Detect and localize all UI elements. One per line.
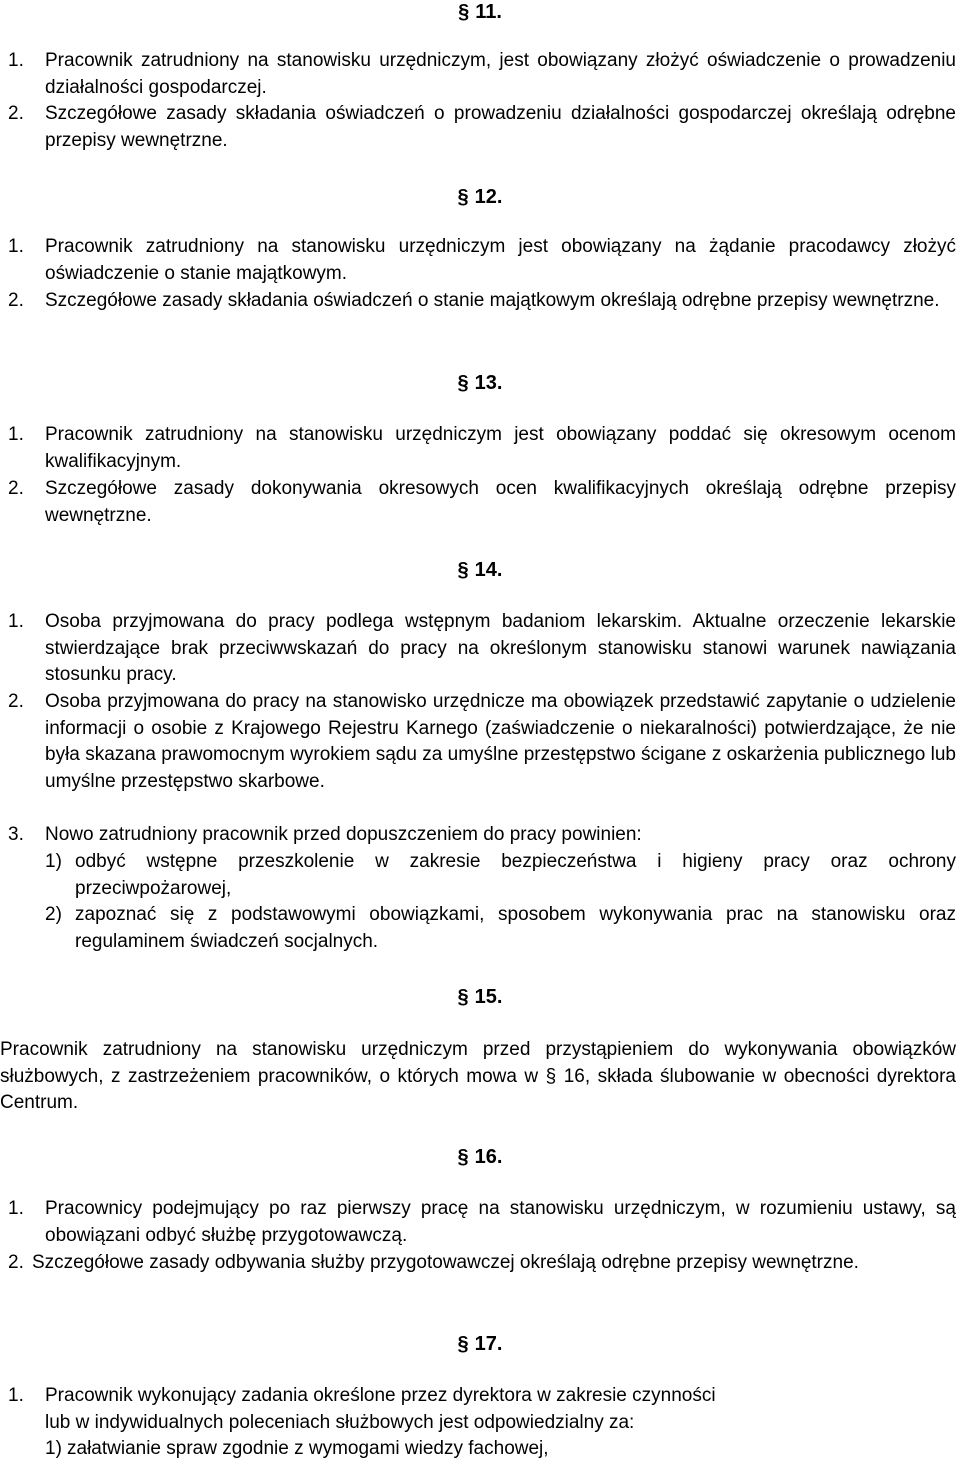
section-15-heading xyxy=(0,984,960,1010)
item-number: 1. xyxy=(8,236,24,257)
section-11-heading xyxy=(0,0,960,25)
section-symbol: § xyxy=(457,559,469,581)
section-symbol: § xyxy=(545,1065,557,1087)
item-number: 1. xyxy=(8,1198,24,1219)
item-number: 2. xyxy=(8,478,24,499)
section-11-item-2 xyxy=(8,101,956,154)
item-number: 1. xyxy=(8,50,24,71)
item-number: 2. xyxy=(8,290,24,311)
item-text: Pracownik zatrudniony na stanowisku urzędniczym, jest obowiązany złożyć oświadczenie o prowadzeniu działalności gospodarczej. xyxy=(45,50,956,98)
section-12-item-2 xyxy=(8,288,956,315)
section-14-item-2 xyxy=(8,689,956,795)
section-17-heading xyxy=(0,1331,960,1357)
section-14-item-3 xyxy=(8,822,956,849)
item-text: Pracownik zatrudniony na stanowisku urzędniczym jest obowiązany poddać się okresowym ocenom kwalifikacyjnym. xyxy=(45,424,956,472)
item-text xyxy=(45,1383,956,1436)
section-number: 14. xyxy=(474,559,503,581)
subitem-number: 2) xyxy=(45,904,62,925)
section-13-item-2 xyxy=(8,476,956,529)
subitem-number: 1) xyxy=(45,851,62,872)
section-symbol: § xyxy=(458,1,470,23)
item-number: 1. xyxy=(8,424,24,445)
section-14-item-1 xyxy=(8,609,956,689)
section-symbol: § xyxy=(457,372,469,394)
section-number: 15. xyxy=(474,986,503,1008)
item-text: Pracownik zatrudniony na stanowisku urzędniczym jest obowiązany na żądanie pracodawcy złożyć oświadczenie o stanie majątkowym. xyxy=(45,236,956,284)
section-13-heading xyxy=(0,370,960,396)
section-17-item-1 xyxy=(8,1383,956,1436)
item-text: Szczegółowe zasady dokonywania okresowych ocen kwalifikacyjnych określają odrębne przepisy wewnętrzne. xyxy=(45,478,956,526)
item-number: 3. xyxy=(8,824,24,845)
section-16-item-2 xyxy=(8,1250,956,1277)
section-12-item-1 xyxy=(8,234,956,287)
subitem-text: zapoznać się z podstawowymi obowiązkami, sposobem wykonywania prac na stanowisku oraz regulaminem świadczeń socjalnych. xyxy=(75,904,956,952)
section-15-paragraph xyxy=(0,1037,956,1117)
section-16-item-1 xyxy=(8,1196,956,1249)
section-symbol: § xyxy=(457,1146,469,1168)
item-text: Szczegółowe zasady składania oświadczeń o prowadzeniu działalności gospodarczej określają odrębne przepisy wewnętrzne. xyxy=(45,103,956,151)
section-13-item-1 xyxy=(8,422,956,475)
item-text-line: Pracownik wykonujący zadania określone przez dyrektora w zakresie czynności xyxy=(45,1385,716,1406)
subitem-text: odbyć wstępne przeszkolenie w zakresie bezpieczeństwa i higieny pracy oraz ochrony przeciwpożarowej, xyxy=(75,851,956,899)
item-text: Pracownicy podejmujący po raz pierwszy pracę na stanowisku urzędniczym, w rozumieniu ustawy, są obowiązani odbyć służbę przygotowawczą. xyxy=(45,1198,956,1246)
item-number: 2. xyxy=(8,103,24,124)
item-text-line: lub w indywidualnych poleceniach służbowych jest odpowiedzialny za: xyxy=(45,1411,635,1433)
item-text: Nowo zatrudniony pracownik przed dopuszczeniem do pracy powinien: xyxy=(45,824,642,845)
paragraph-text-start: Pracownik zatrudniony na stanowisku urzędniczym przed przystąpieniem do wykonywania obowiązków służbowych, z zastrzeżeniem pracowników, o których mowa w xyxy=(0,1039,956,1087)
section-11-item-1 xyxy=(8,48,956,101)
section-12-heading xyxy=(0,184,960,210)
section-14-subitem-2 xyxy=(45,902,956,955)
item-text: Szczegółowe zasady odbywania służby przygotowawczej określają odrębne przepisy wewnętrzne. xyxy=(32,1252,859,1273)
item-text: Osoba przyjmowana do pracy na stanowisko urzędnicze ma obowiązek przedstawić zapytanie o udzielenie informacji o osobie z Krajowego Rejestru Karnego (zaświadczenie o niekaralności) potwierdzające, że nie była skazana prawomocnym wyrokiem sądu za umyślne przestępstwo ścigane z oskarżenia publicznego lub umyślne przestępstwo skarbowe. xyxy=(45,691,956,792)
section-number: 13. xyxy=(474,372,503,394)
item-number: 1. xyxy=(8,611,24,632)
section-symbol: § xyxy=(457,1333,469,1355)
item-text: Szczegółowe zasady składania oświadczeń o stanie majątkowym określają odrębne przepisy wewnętrzne. xyxy=(45,290,940,311)
section-number: 11. xyxy=(475,1,502,23)
paragraph-text-end: 16, składa ślubowanie w obecności dyrektora Centrum. xyxy=(0,1065,956,1113)
section-16-heading xyxy=(0,1144,960,1170)
item-number: 2. xyxy=(8,691,24,712)
subitem-text: załatwianie spraw zgodnie z wymogami wiedzy fachowej, xyxy=(67,1438,549,1459)
section-symbol: § xyxy=(457,186,469,208)
item-number: 2. xyxy=(8,1252,24,1273)
section-number: 12. xyxy=(474,186,503,208)
section-symbol: § xyxy=(457,986,469,1008)
section-number: 16. xyxy=(474,1146,503,1168)
section-14-heading xyxy=(0,557,960,583)
subitem-number: 1) xyxy=(45,1438,62,1459)
section-17-subitem-1 xyxy=(45,1436,956,1463)
item-text: Osoba przyjmowana do pracy podlega wstępnym badaniom lekarskim. Aktualne orzeczenie lekarskie stwierdzające brak przeciwwskazań do pracy na określonym stanowisku stanowi warunek nawiązania stosunku pracy. xyxy=(45,611,956,685)
section-number: 17. xyxy=(474,1333,503,1355)
item-number: 1. xyxy=(8,1385,24,1406)
section-14-subitem-1 xyxy=(45,849,956,902)
